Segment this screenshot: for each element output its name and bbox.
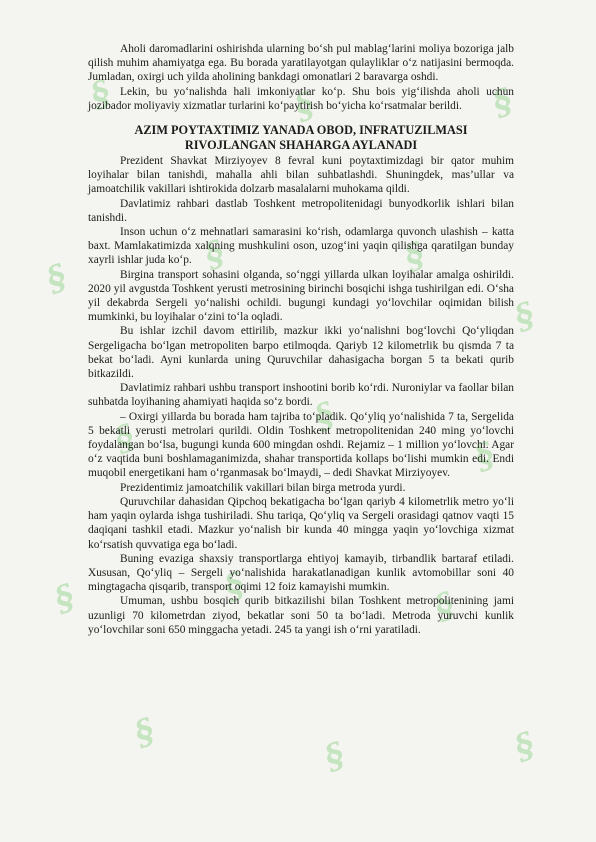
intro-paragraph-1: Aholi daromadlarini oshirishda ularning bo‘sh pul mablag‘larini moliya bozoriga jalb qilish muhim ahamiyatga ega. Bu borada yaratilayotgan qulayliklar o‘z natijasini bermoqda. Jumladan, oxirgi uch yilda aholining bankdagi omonatlari 2 baravarga oshdi. xyxy=(88,43,514,84)
section-heading-line-2: RIVOJLANGAN SHAHARGA AYLANADI xyxy=(184,138,418,153)
body-paragraph-11: Umuman, ushbu bosqich qurib bitkazilishi bilan Toshkent metropolitenining jami uzunligi 70 kilometrdan ziyod, bekatlar soni 50 ta bo‘ladi. Metroda yuruvchi kunlik yo‘lovchilar soni 650 minggacha yetadi. 245 ta yangi ish o‘rni yaratiladi. xyxy=(88,595,514,636)
svg-text:§: § xyxy=(85,72,116,117)
body-paragraph-2: Davlatimiz rahbari dastlab Toshkent metropolitenidagi bunyodkorlik ishlari bilan tanishdi. xyxy=(88,197,514,224)
section-heading xyxy=(88,123,514,153)
body-paragraph-3: Inson uchun o‘z mehnatlari samarasini ko‘rish, odamlarga quvonch ulashish – katta baxt. Mamlakatimizda xalqning mushkulini oson, uzog‘ini yaqin qilishga qaratilgan bunday xayrli ishlar juda ko‘p. xyxy=(88,226,514,267)
svg-text:§: § xyxy=(509,724,540,769)
body-paragraph-8: Prezidentimiz jamoatchilik vakillari bilan birga metroda yurdi. xyxy=(120,481,406,494)
svg-text:§: § xyxy=(319,734,350,779)
svg-text:§: § xyxy=(469,434,500,479)
document-page xyxy=(88,42,514,637)
body-paragraph-1: Prezident Shavkat Mirziyoyev 8 fevral kuni poytaxtimizdagi bir qator muhim loyihalar bilan tanishdi, mahalla ahli bilan suhbatlashdi. Shuningdek, mas’ullar va jamoatchilik vakillari ishtirokida dolzarb masalalarni muhokama qildi. xyxy=(88,155,514,196)
body-paragraph-5: Bu ishlar izchil davom ettirilib, mazkur ikki yo‘nalishni bog‘lovchi Qo‘yliqdan Sergeligacha bo‘lgan metropoliten barpo etilmoqda. Qariyb 12 kilometrlik bu qismda 7 ta bekat bo‘ladi. Ayni kunlarda uning Quruvchilar dahasigacha borgan 5 ta bekati qurib bitkazildi. xyxy=(88,325,514,381)
svg-text:§: § xyxy=(219,564,250,609)
section-heading-line-1: AZIM POYTAXTIMIZ YANADA OBOD, INFRATUZILMASI xyxy=(134,123,468,138)
svg-text:§: § xyxy=(309,394,340,439)
body-paragraph-10: Buning evaziga shaxsiy transportlarga ehtiyoj kamayib, tirbandlik bartaraf etiladi. Xususan, Qo‘yliq – Sergeli yo‘nalishida harakatlanadigan kunlik avtomobillar soni 40 mingtagacha qisqarib, transport oqimi 12 foiz kamayishi mumkin. xyxy=(88,552,514,594)
body-paragraph-6: Davlatimiz rahbari ushbu transport inshootini borib ko‘rdi. Nuroniylar va faollar bilan suhbatda loyihaning ahamiyati haqida so‘z bordi. xyxy=(88,382,514,409)
svg-text:§: § xyxy=(129,710,160,755)
svg-text:§: § xyxy=(109,416,140,461)
intro-paragraph-2: Lekin, bu yo‘nalishda hali imkoniyatlar ko‘p. Shu bois yig‘ilishda aholi uchun jozibador moliyaviy xizmatlar turlarini ko‘paytirish bo‘yicha ko‘rsatmalar berildi. xyxy=(88,85,514,112)
svg-text:§: § xyxy=(289,84,320,129)
svg-text:§: § xyxy=(41,256,72,301)
svg-text:§: § xyxy=(429,584,460,629)
svg-text:§: § xyxy=(399,234,430,279)
svg-text:§: § xyxy=(49,576,80,621)
body-paragraph-4: Birgina transport sohasini olganda, so‘nggi yillarda ulkan loyihalar amalga oshirildi. 2020 yil avgustda Toshkent yerusti metrosining birinchi bosqichi ishga tushirilgan edi. O‘sha yil dekabrda Sergeli yo‘nalishi ochildi. bugungi kundagi yo‘lovchilar oqimidan bilish mumkinki, bu loyihalar o‘zini to‘la oqladi. xyxy=(88,268,514,324)
svg-text:§: § xyxy=(199,232,230,277)
body-paragraph-7: – Oxirgi yillarda bu borada ham tajriba to‘pladik. Qo‘yliq yo‘nalishida 7 ta, Sergelida 5 bekatli yerusti metrolari qurildi. Oldin Toshkent metropolitenidan 240 ming yo‘lovchi foydalangan bo‘lsa, bugungi kunda 600 mingdan oshdi. Rejamiz – 1 million yo‘lovchi. Agar o‘z vaqtida buni boshlamaganimizda, shahar transportida kollaps bo‘lishi mumkin edi. Endi muqobil energetikani ham o‘rganmasak bo‘lmaydi, – dedi Shavkat Mirziyoyev. xyxy=(88,410,514,480)
body-paragraph-9: Quruvchilar dahasidan Qipchoq bekatigacha bo‘lgan qariyb 4 kilometrlik metro yo‘li ham yaqin oylarda ishga tushiriladi. Shu tariqa, Qo‘yliq va Sergeli orasidagi qatnov vaqti 15 daqiqani tashkil etadi. Mazkur yo‘nalish bir kunda 40 mingga yaqin yo‘lovchiga xizmat ko‘rsatish quvvatiga ega bo‘ladi. xyxy=(88,495,514,551)
svg-text:§: § xyxy=(487,80,518,125)
svg-text:§: § xyxy=(509,294,540,339)
